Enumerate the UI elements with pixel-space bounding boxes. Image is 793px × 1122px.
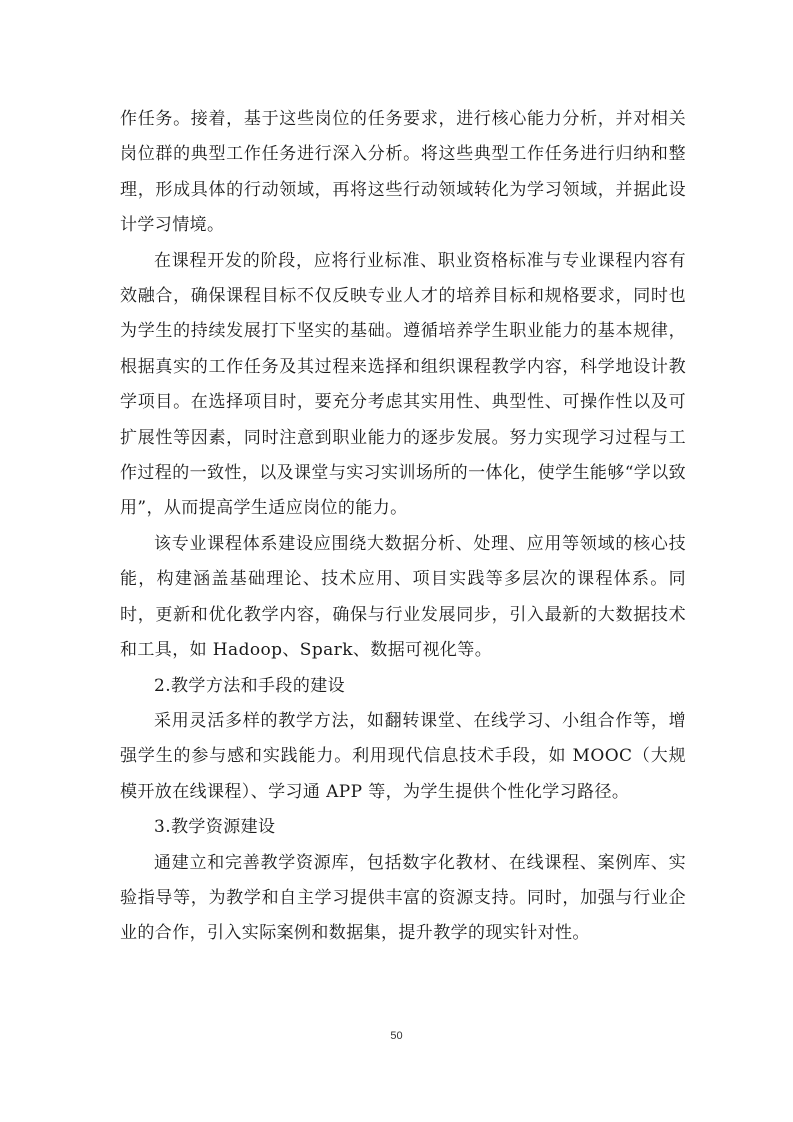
section-heading-teaching-resources: 3.教学资源建设 — [154, 817, 276, 838]
paragraph-course-development: 在课程开发的阶段，应将行业标准、职业资格标准与专业课程内容有效融合，确保课程目标不仅反映专业人才的培养目标和规格要求，同时也为学生的持续发展打下坚实的基础。遵循培养学生职业能力的基本规律，根据真实的工作任务及其过程来选择和组织课程教学内容，科学地设计教学项目。在选择项目时，要充分考虑其实用性、典型性、可操作性以及可扩展性等因素，同时注意到职业能力的逐步发展。努力实现学习过程与工作过程的一致性，以及课堂与实习实训场所的一体化，使学生能够“学以致用”，从而提高学生适应岗位的能力。 — [120, 250, 686, 519]
page-number: 50 — [390, 1030, 403, 1042]
paragraph-teaching-resources: 通建立和完善教学资源库，包括数字化教材、在线课程、案例库、实验指导等，为教学和自主学习提供丰富的资源支持。同时，加强与行业企业的合作，引入实际案例和数据集，提升教学的现实针对性。 — [120, 852, 686, 944]
paragraph-curriculum-system: 该专业课程体系建设应围绕大数据分析、处理、应用等领域的核心技能，构建涵盖基础理论、技术应用、项目实践等多层次的课程体系。同时，更新和优化教学内容，确保与行业发展同步，引入最新的大数据技术和工具，如 Hadoop、Spark、数据可视化等。 — [120, 533, 686, 661]
paragraph-teaching-methods: 采用灵活多样的教学方法，如翻转课堂、在线学习、小组合作等，增强学生的参与感和实践能力。利用现代信息技术手段，如 MOOC（大规模开放在线课程）、学习通 APP 等，为学生提供个性化学习路径。 — [120, 710, 686, 802]
section-heading-teaching-methods: 2.教学方法和手段的建设 — [154, 675, 346, 696]
paragraph-continuation: 作任务。接着，基于这些岗位的任务要求，进行核心能力分析，并对相关岗位群的典型工作任务进行深入分析。将这些典型工作任务进行归纳和整理，形成具体的行动领域，再将这些行动领域转化为学习领域，并据此设计学习情境。 — [120, 109, 686, 236]
body-text — [120, 102, 686, 952]
